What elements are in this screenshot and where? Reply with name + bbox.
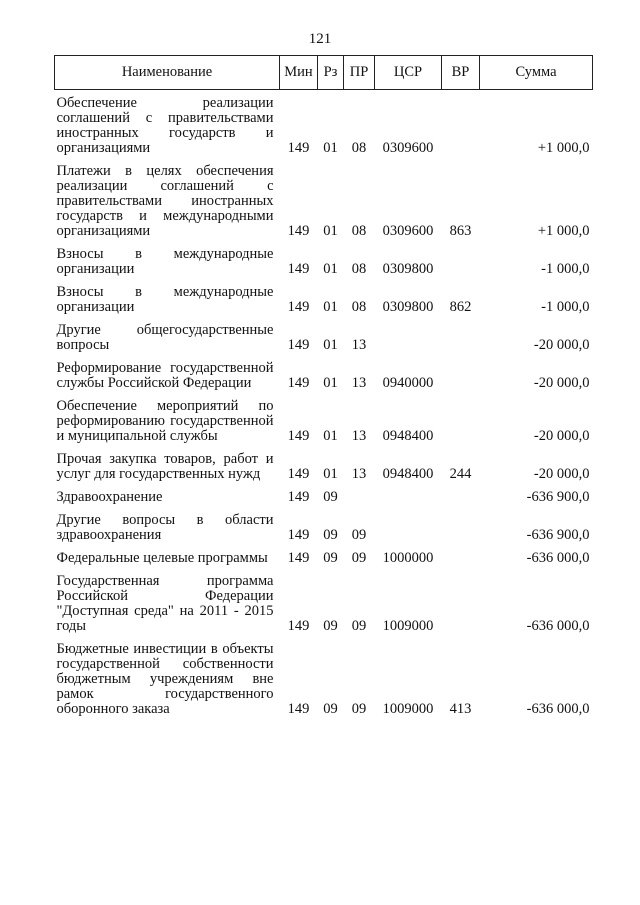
cell-sum: +1 000,0	[537, 140, 590, 156]
header-rz: Рз	[318, 56, 344, 90]
cell-pr: 08	[351, 299, 367, 315]
table-row	[55, 482, 593, 505]
cell-min: 149	[287, 466, 310, 482]
cell-rz: 01	[323, 140, 338, 156]
cell-pr: 08	[351, 261, 367, 277]
cell-csr: 1009000	[382, 701, 434, 717]
cell-min: 149	[287, 527, 310, 543]
cell-pr: 09	[351, 701, 367, 717]
table-row	[55, 353, 593, 391]
cell-csr: 0309800	[382, 261, 434, 277]
cell-vr	[442, 315, 480, 353]
cell-csr: 0948400	[382, 466, 434, 482]
cell-csr	[375, 482, 442, 505]
cell-sum: -636 900,0	[526, 527, 590, 543]
cell-min: 149	[287, 618, 310, 634]
cell-name: Федеральные целевые программы	[56, 550, 268, 566]
cell-pr: 09	[351, 618, 367, 634]
cell-min: 149	[287, 375, 310, 391]
table-row	[55, 277, 593, 315]
cell-vr: 244	[449, 466, 472, 482]
cell-rz: 01	[323, 299, 338, 315]
cell-csr: 1000000	[382, 550, 434, 566]
cell-pr: 13	[351, 428, 367, 444]
cell-min: 149	[287, 428, 310, 444]
cell-vr	[442, 482, 480, 505]
cell-pr: 13	[351, 375, 367, 391]
cell-rz: 01	[323, 466, 338, 482]
cell-min: 149	[287, 550, 310, 566]
cell-min: 149	[287, 261, 310, 277]
table-row	[55, 156, 593, 239]
cell-sum: -636 000,0	[526, 701, 590, 717]
budget-table	[54, 55, 593, 717]
cell-min: 149	[287, 337, 310, 353]
cell-name: Обеспечение мероприятий по реформированию государственной и муниципальной службы	[56, 398, 274, 444]
cell-csr: 0948400	[382, 428, 434, 444]
cell-pr: 09	[351, 527, 367, 543]
cell-min: 149	[287, 140, 310, 156]
cell-vr	[442, 505, 480, 543]
cell-vr	[442, 90, 480, 157]
header-sum: Сумма	[480, 56, 593, 90]
cell-csr: 0309800	[382, 299, 434, 315]
cell-pr	[344, 482, 375, 505]
cell-name: Другие общегосударственные вопросы	[56, 322, 274, 353]
cell-name: Взносы в международные организации	[56, 246, 274, 277]
table-row	[55, 239, 593, 277]
cell-min: 149	[287, 489, 310, 505]
cell-rz: 09	[323, 527, 338, 543]
page-number: 121	[308, 31, 332, 47]
cell-name: Прочая закупка товаров, работ и услуг для государственных нужд	[56, 451, 274, 482]
cell-name: Государственная программа Российской Федерации "Доступная среда" на 2011 - 2015 годы	[56, 573, 274, 634]
table-row	[55, 505, 593, 543]
cell-min: 149	[287, 223, 310, 239]
cell-vr: 863	[449, 223, 472, 239]
cell-rz: 09	[323, 550, 338, 566]
cell-rz: 01	[323, 337, 338, 353]
cell-csr: 0940000	[382, 375, 434, 391]
cell-name: Платежи в целях обеспечения реализации соглашений с правительствами иностранных государств и международными организациями	[56, 163, 274, 239]
cell-csr	[375, 315, 442, 353]
cell-pr: 09	[351, 550, 367, 566]
cell-rz: 01	[323, 428, 338, 444]
header-vr: ВР	[442, 56, 480, 90]
header-name: Наименование	[55, 56, 280, 90]
cell-min: 149	[287, 299, 310, 315]
table-row	[55, 90, 593, 157]
cell-vr	[442, 239, 480, 277]
cell-vr: 862	[449, 299, 472, 315]
cell-pr: 13	[351, 466, 367, 482]
cell-rz: 09	[323, 701, 338, 717]
cell-sum: -20 000,0	[533, 466, 590, 482]
cell-name: Здравоохранение	[56, 489, 163, 505]
cell-pr: 13	[351, 337, 367, 353]
table-row	[55, 391, 593, 444]
header-pr: ПР	[344, 56, 375, 90]
table-row	[55, 566, 593, 634]
cell-rz: 09	[323, 618, 338, 634]
cell-vr	[442, 543, 480, 566]
cell-rz: 09	[323, 489, 338, 505]
table-row	[55, 543, 593, 566]
cell-sum: -636 000,0	[526, 618, 590, 634]
header-csr: ЦСР	[375, 56, 442, 90]
cell-rz: 01	[323, 223, 338, 239]
cell-vr	[442, 353, 480, 391]
cell-vr	[442, 391, 480, 444]
cell-sum: -636 000,0	[526, 550, 590, 566]
header-row	[55, 56, 593, 90]
cell-name: Бюджетные инвестиции в объекты государственной собственности бюджетным учреждениям вне рамок государственного оборонного заказа	[56, 641, 274, 717]
table-row	[55, 315, 593, 353]
table-header	[55, 56, 593, 90]
cell-csr: 0309600	[382, 223, 434, 239]
table-row	[55, 444, 593, 482]
cell-name: Обеспечение реализации соглашений с правительствами иностранных государств и организациями	[56, 95, 274, 156]
cell-csr	[375, 505, 442, 543]
cell-rz: 01	[323, 261, 338, 277]
cell-sum: -1 000,0	[541, 299, 590, 315]
cell-min: 149	[287, 701, 310, 717]
cell-sum: -20 000,0	[533, 337, 590, 353]
cell-sum: +1 000,0	[537, 223, 590, 239]
header-min: Мин	[280, 56, 318, 90]
cell-vr	[442, 566, 480, 634]
cell-name: Другие вопросы в области здравоохранения	[56, 512, 274, 543]
cell-vr: 413	[449, 701, 472, 717]
cell-sum: -20 000,0	[533, 375, 590, 391]
cell-sum: -636 900,0	[526, 489, 590, 505]
cell-name: Реформирование государственной службы Российской Федерации	[56, 360, 274, 391]
cell-pr: 08	[351, 223, 367, 239]
table-row	[55, 634, 593, 717]
cell-sum: -1 000,0	[541, 261, 590, 277]
cell-sum: -20 000,0	[533, 428, 590, 444]
cell-name: Взносы в международные организации	[56, 284, 274, 315]
cell-csr: 1009000	[382, 618, 434, 634]
cell-rz: 01	[323, 375, 338, 391]
cell-csr: 0309600	[382, 140, 434, 156]
cell-pr: 08	[351, 140, 367, 156]
table-body	[55, 90, 593, 718]
